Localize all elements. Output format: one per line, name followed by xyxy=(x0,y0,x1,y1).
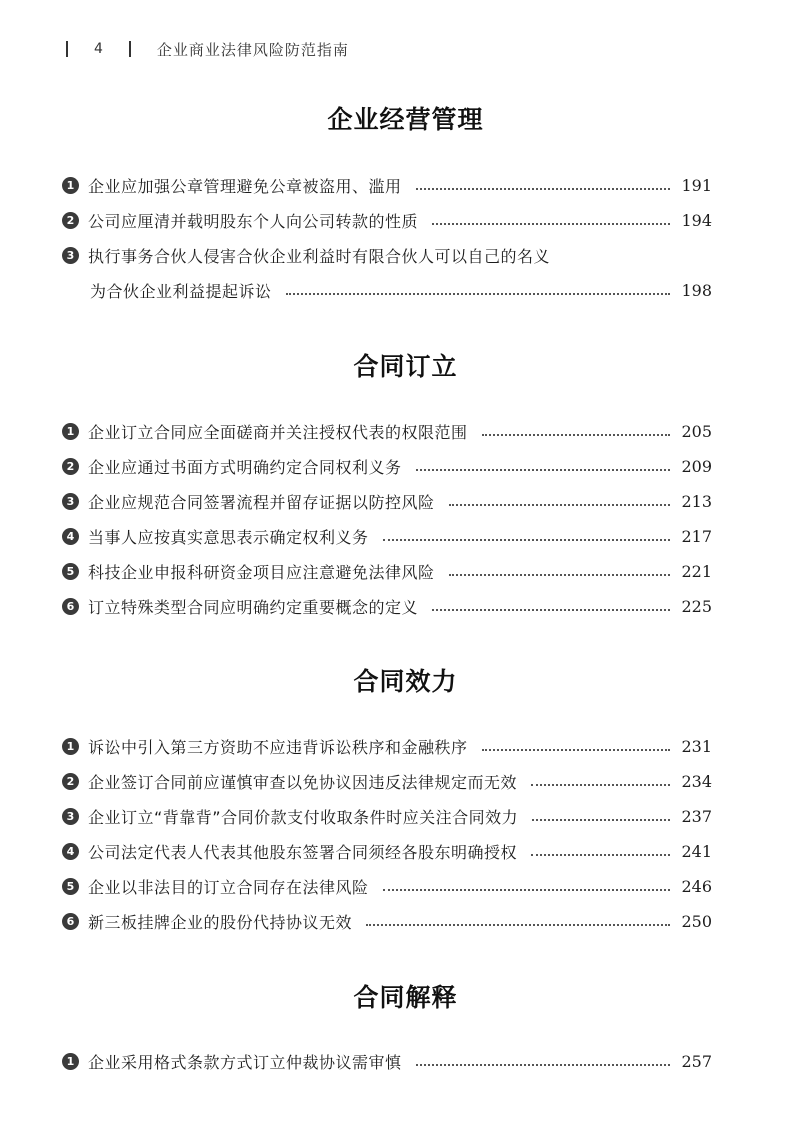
number-badge-icon: 1 xyxy=(62,177,79,194)
dot-leader xyxy=(532,818,670,821)
entry-page: 231 xyxy=(681,736,712,756)
entry-page: 257 xyxy=(681,1051,712,1071)
dot-leader xyxy=(482,433,670,436)
entry-title: 公司应厘清并载明股东个人向公司转款的性质 xyxy=(88,211,419,231)
dot-leader xyxy=(531,853,670,856)
number-badge-icon: 4 xyxy=(62,843,79,860)
entry-title: 企业应加强公章管理避免公章被盗用、滥用 xyxy=(88,176,402,196)
dot-leader xyxy=(286,292,670,295)
dot-leader xyxy=(383,888,670,891)
entry-page: 237 xyxy=(681,806,712,826)
entry-title: 企业以非法目的订立合同存在法律风险 xyxy=(88,877,369,897)
number-badge-icon: 6 xyxy=(62,598,79,615)
entry-page: 209 xyxy=(681,456,712,476)
number-badge-icon: 5 xyxy=(62,878,79,895)
toc-entry[interactable] xyxy=(62,558,712,584)
header-book-title: 企业商业法律风险防范指南 xyxy=(156,40,349,59)
header-page-number: 4 xyxy=(94,41,103,57)
entry-page: 221 xyxy=(681,561,712,581)
dot-leader xyxy=(416,187,670,190)
toc-entry[interactable] xyxy=(62,733,712,759)
entry-title: 科技企业申报科研资金项目应注意避免法律风险 xyxy=(88,562,435,582)
entry-page: 194 xyxy=(681,210,712,230)
entry-page: 241 xyxy=(681,841,712,861)
number-badge-icon: 2 xyxy=(62,212,79,229)
toc-entry-continuation[interactable] xyxy=(90,277,712,303)
dot-leader xyxy=(366,923,670,926)
dot-leader xyxy=(432,608,670,611)
entry-title-continued: 为合伙企业利益提起诉讼 xyxy=(90,281,272,301)
section-title-business-management: 企业经营管理 xyxy=(327,105,484,134)
number-badge-icon: 1 xyxy=(62,738,79,755)
toc-entry[interactable] xyxy=(62,873,712,899)
entry-page: 213 xyxy=(681,491,712,511)
number-badge-icon: 3 xyxy=(62,808,79,825)
entry-page: 198 xyxy=(681,280,712,300)
toc-entry[interactable] xyxy=(62,453,712,479)
number-badge-icon: 3 xyxy=(62,247,79,264)
dot-leader xyxy=(416,468,670,471)
toc-entry[interactable] xyxy=(62,207,712,233)
entry-title: 企业采用格式条款方式订立仲裁协议需审慎 xyxy=(88,1052,402,1072)
dot-leader xyxy=(531,783,670,786)
toc-entry[interactable] xyxy=(62,523,712,549)
toc-entry[interactable] xyxy=(62,172,712,198)
toc-entry[interactable] xyxy=(62,418,712,444)
entry-title: 订立特殊类型合同应明确约定重要概念的定义 xyxy=(88,597,419,617)
running-header xyxy=(66,38,349,60)
number-badge-icon: 5 xyxy=(62,563,79,580)
entry-title: 诉讼中引入第三方资助不应违背诉讼秩序和金融秩序 xyxy=(88,737,468,757)
toc-entry[interactable] xyxy=(62,1048,712,1074)
section-title-contract-formation: 合同订立 xyxy=(353,352,458,381)
header-divider-left xyxy=(66,41,68,57)
entry-title: 企业订立“背靠背”合同价款支付收取条件时应关注合同效力 xyxy=(88,807,519,827)
number-badge-icon: 4 xyxy=(62,528,79,545)
toc-entry[interactable] xyxy=(62,803,712,829)
entry-title: 企业应通过书面方式明确约定合同权利义务 xyxy=(88,457,402,477)
toc-entry[interactable] xyxy=(62,768,712,794)
toc-entry[interactable] xyxy=(62,593,712,619)
number-badge-icon: 2 xyxy=(62,458,79,475)
entry-title: 企业应规范合同签署流程并留存证据以防控风险 xyxy=(88,492,435,512)
number-badge-icon: 6 xyxy=(62,913,79,930)
dot-leader xyxy=(449,503,670,506)
dot-leader xyxy=(416,1063,670,1066)
toc-entry[interactable] xyxy=(62,242,712,268)
entry-page: 234 xyxy=(681,771,712,791)
number-badge-icon: 1 xyxy=(62,1053,79,1070)
entry-title: 公司法定代表人代表其他股东签署合同须经各股东明确授权 xyxy=(88,842,518,862)
toc-entry[interactable] xyxy=(62,838,712,864)
entry-page: 191 xyxy=(681,175,712,195)
entry-title: 企业签订合同前应谨慎审查以免协议因违反法律规定而无效 xyxy=(88,772,518,792)
entry-title: 当事人应按真实意思表示确定权利义务 xyxy=(88,527,369,547)
header-divider-right xyxy=(129,41,131,57)
entry-title: 新三板挂牌企业的股份代持协议无效 xyxy=(88,912,353,932)
dot-leader xyxy=(383,538,670,541)
section-title-contract-validity: 合同效力 xyxy=(353,667,458,696)
entry-title: 执行事务合伙人侵害合伙企业利益时有限合伙人可以自己的名义 xyxy=(88,246,551,266)
entry-page: 217 xyxy=(681,526,712,546)
entry-page: 246 xyxy=(681,876,712,896)
toc-entry[interactable] xyxy=(62,488,712,514)
dot-leader xyxy=(432,222,670,225)
number-badge-icon: 1 xyxy=(62,423,79,440)
number-badge-icon: 3 xyxy=(62,493,79,510)
entry-page: 250 xyxy=(681,911,712,931)
number-badge-icon: 2 xyxy=(62,773,79,790)
entry-title: 企业订立合同应全面磋商并关注授权代表的权限范围 xyxy=(88,422,468,442)
entry-page: 205 xyxy=(681,421,712,441)
entry-page: 225 xyxy=(681,596,712,616)
section-title-contract-interpretation: 合同解释 xyxy=(353,983,458,1012)
dot-leader xyxy=(482,748,670,751)
toc-entry[interactable] xyxy=(62,908,712,934)
dot-leader xyxy=(449,573,670,576)
